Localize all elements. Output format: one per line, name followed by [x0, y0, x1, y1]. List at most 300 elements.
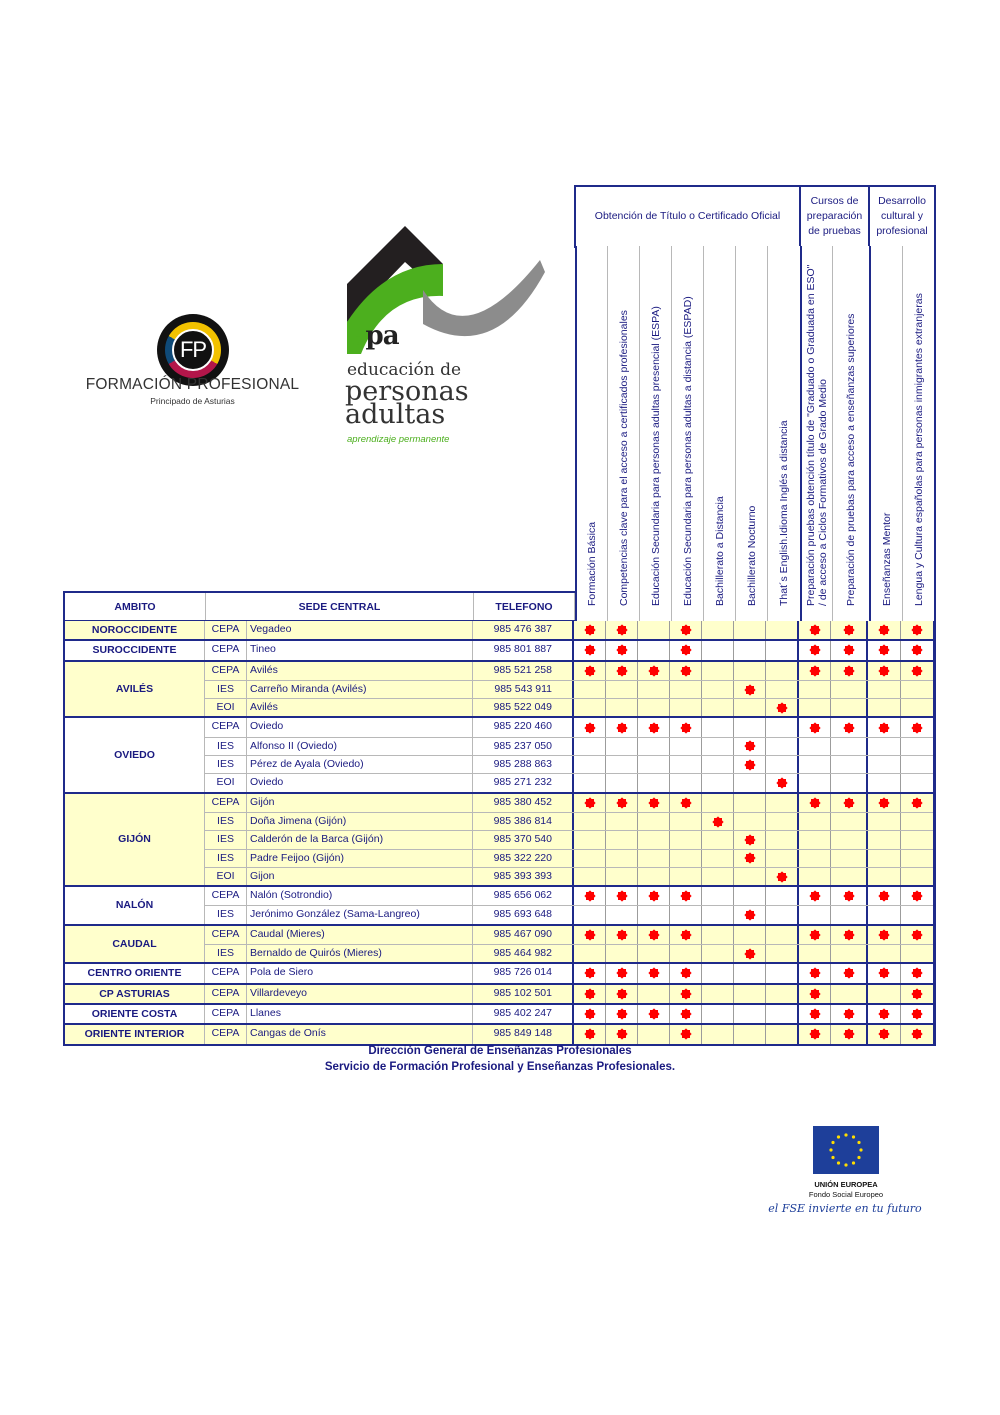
ambito-group	[65, 924, 933, 963]
course-cell	[670, 1005, 702, 1023]
center-type: CEPA	[205, 887, 247, 905]
center-phone: 985 801 887	[473, 641, 574, 659]
course-cell	[831, 1025, 868, 1043]
course-cell	[734, 699, 766, 716]
asterisk-mark-icon	[912, 891, 922, 901]
center-type: CEPA	[205, 1025, 247, 1043]
asterisk-mark-icon	[810, 930, 820, 940]
course-cell	[670, 794, 702, 812]
course-cell	[868, 662, 901, 680]
asterisk-mark-icon	[745, 741, 755, 751]
course-cell	[702, 887, 734, 905]
course-cell	[574, 813, 606, 830]
course-cell	[574, 718, 606, 736]
course-cell	[606, 850, 638, 867]
course-cell	[574, 1025, 606, 1043]
course-cell	[734, 681, 766, 698]
course-cell	[638, 831, 670, 848]
course-cell	[799, 945, 831, 962]
course-cell	[638, 964, 670, 982]
asterisk-mark-icon	[879, 891, 889, 901]
course-cell	[766, 1005, 799, 1023]
course-cell	[766, 756, 799, 773]
course-cell	[734, 641, 766, 659]
course-cell	[606, 738, 638, 755]
center-phone: 985 464 982	[473, 945, 574, 962]
course-cell	[766, 850, 799, 867]
ambito-label: GIJÓN	[65, 794, 205, 885]
course-cell	[606, 774, 638, 791]
course-cell	[670, 641, 702, 659]
ambito-label: SUROCCIDENTE	[65, 641, 205, 659]
course-cell	[901, 681, 933, 698]
course-cell	[574, 774, 606, 791]
center-type: CEPA	[205, 1005, 247, 1023]
course-cell	[901, 850, 933, 867]
asterisk-mark-icon	[681, 891, 691, 901]
course-cell	[702, 926, 734, 944]
asterisk-mark-icon	[844, 930, 854, 940]
course-column-header	[902, 246, 934, 622]
course-cell	[766, 985, 799, 1003]
ambito-group	[65, 621, 933, 639]
course-cell	[799, 621, 831, 639]
asterisk-mark-icon	[617, 723, 627, 733]
course-cell	[670, 906, 702, 923]
course-cell	[799, 738, 831, 755]
asterisk-mark-icon	[810, 666, 820, 676]
course-cell	[868, 681, 901, 698]
center-type: IES	[205, 813, 247, 830]
course-cell	[702, 813, 734, 830]
eu-logo	[770, 1125, 930, 1225]
course-cell	[606, 718, 638, 736]
course-cell	[734, 756, 766, 773]
table-row	[205, 849, 933, 867]
asterisk-mark-icon	[810, 989, 820, 999]
course-cell	[868, 794, 901, 812]
course-cell	[606, 794, 638, 812]
table-row	[205, 737, 933, 755]
course-column-header	[671, 246, 703, 622]
center-name: Tineo	[247, 641, 473, 659]
center-type: CEPA	[205, 718, 247, 736]
center-name: Vegadeo	[247, 621, 473, 639]
center-phone: 985 656 062	[473, 887, 574, 905]
course-cell	[868, 641, 901, 659]
center-name: Padre Feijoo (Gijón)	[247, 850, 473, 867]
ambito-group	[65, 1023, 933, 1043]
course-cell	[868, 926, 901, 944]
asterisk-mark-icon	[681, 798, 691, 808]
course-cell	[831, 794, 868, 812]
center-type: EOI	[205, 774, 247, 791]
asterisk-mark-icon	[617, 989, 627, 999]
asterisk-mark-icon	[844, 968, 854, 978]
center-name: Alfonso II (Oviedo)	[247, 738, 473, 755]
course-cell	[868, 850, 901, 867]
course-cell	[734, 1005, 766, 1023]
ambito-label: CENTRO ORIENTE	[65, 964, 205, 982]
course-cell	[638, 1025, 670, 1043]
course-cell	[831, 756, 868, 773]
table-row	[205, 926, 933, 944]
course-cell	[868, 813, 901, 830]
table-row	[205, 794, 933, 812]
course-cell	[574, 887, 606, 905]
header-sede-central: SEDE CENTRAL	[206, 593, 474, 620]
asterisk-mark-icon	[649, 930, 659, 940]
ambito-group	[65, 962, 933, 982]
course-cell	[901, 699, 933, 716]
course-column-header	[767, 246, 800, 622]
table-row	[205, 944, 933, 962]
center-phone: 985 726 014	[473, 964, 574, 982]
center-type: CEPA	[205, 621, 247, 639]
asterisk-mark-icon	[585, 1029, 595, 1039]
course-cell	[799, 718, 831, 736]
asterisk-mark-icon	[844, 1029, 854, 1039]
center-name: Llanes	[247, 1005, 473, 1023]
table-row	[205, 985, 933, 1003]
course-cell	[574, 850, 606, 867]
course-cell	[799, 906, 831, 923]
course-cell	[638, 887, 670, 905]
asterisk-mark-icon	[912, 798, 922, 808]
asterisk-mark-icon	[585, 930, 595, 940]
asterisk-mark-icon	[617, 1029, 627, 1039]
asterisk-mark-icon	[681, 625, 691, 635]
course-cell	[734, 868, 766, 885]
epa-acronym: epa	[350, 321, 399, 351]
course-cell	[831, 906, 868, 923]
asterisk-mark-icon	[777, 872, 787, 882]
course-cell	[606, 662, 638, 680]
asterisk-mark-icon	[879, 625, 889, 635]
center-name: Cangas de Onís	[247, 1025, 473, 1043]
asterisk-mark-icon	[649, 666, 659, 676]
asterisk-mark-icon	[585, 666, 595, 676]
table-row	[205, 680, 933, 698]
course-cell	[574, 662, 606, 680]
center-type: IES	[205, 738, 247, 755]
course-cell	[868, 868, 901, 885]
course-cell	[901, 945, 933, 962]
centers-table	[63, 621, 936, 1046]
course-cell	[702, 641, 734, 659]
course-cell	[670, 662, 702, 680]
center-name: Calderón de la Barca (Gijón)	[247, 831, 473, 848]
asterisk-mark-icon	[617, 891, 627, 901]
course-cell	[766, 738, 799, 755]
course-cell	[766, 621, 799, 639]
asterisk-mark-icon	[810, 645, 820, 655]
table-row	[205, 641, 933, 659]
course-cell	[799, 964, 831, 982]
course-cell	[702, 964, 734, 982]
asterisk-mark-icon	[585, 989, 595, 999]
ambito-label: NOROCCIDENTE	[65, 621, 205, 639]
header-group-titulo: Obtención de Título o Certificado Oficial	[574, 185, 801, 248]
course-cell	[799, 794, 831, 812]
asterisk-mark-icon	[713, 817, 723, 827]
asterisk-mark-icon	[844, 625, 854, 635]
course-cell	[574, 756, 606, 773]
course-cell	[868, 699, 901, 716]
asterisk-mark-icon	[879, 723, 889, 733]
course-cell	[638, 850, 670, 867]
course-cell	[868, 906, 901, 923]
course-cell	[831, 621, 868, 639]
course-cell	[638, 662, 670, 680]
course-cell	[606, 964, 638, 982]
course-cell	[901, 662, 933, 680]
course-cell	[638, 641, 670, 659]
course-cell	[901, 756, 933, 773]
center-name: Gijón	[247, 794, 473, 812]
center-phone: 985 476 387	[473, 621, 574, 639]
course-cell	[638, 813, 670, 830]
footer-line2: Servicio de Formación Profesional y Enseñanzas Profesionales.	[324, 1061, 676, 1073]
asterisk-mark-icon	[681, 645, 691, 655]
course-cell	[734, 887, 766, 905]
course-cell	[831, 813, 868, 830]
course-cell	[831, 964, 868, 982]
ambito-label: CAUDAL	[65, 926, 205, 963]
course-cell	[734, 738, 766, 755]
fp-subtitle: Principado de Asturias	[150, 396, 235, 406]
course-cell	[574, 1005, 606, 1023]
course-cell	[799, 756, 831, 773]
course-cell	[766, 964, 799, 982]
course-cell	[606, 813, 638, 830]
epa-line1: educación de	[347, 360, 462, 380]
course-cell	[831, 738, 868, 755]
course-cell	[799, 699, 831, 716]
course-cell	[574, 831, 606, 848]
ambito-group	[65, 792, 933, 885]
header-group-cursos: Cursos de preparación de pruebas	[799, 185, 870, 248]
course-cell	[734, 985, 766, 1003]
course-cell	[574, 699, 606, 716]
course-cell	[638, 926, 670, 944]
course-cell	[702, 756, 734, 773]
course-cell	[702, 662, 734, 680]
course-column-label: Bachillerato Nocturno	[745, 505, 758, 606]
course-cell	[606, 906, 638, 923]
course-cell	[702, 850, 734, 867]
asterisk-mark-icon	[879, 1029, 889, 1039]
course-cell	[638, 774, 670, 791]
course-cell	[734, 906, 766, 923]
course-cell	[606, 945, 638, 962]
course-cell	[831, 681, 868, 698]
asterisk-mark-icon	[585, 645, 595, 655]
course-cell	[638, 985, 670, 1003]
asterisk-mark-icon	[585, 1009, 595, 1019]
center-phone: 985 522 049	[473, 699, 574, 716]
center-type: CEPA	[205, 985, 247, 1003]
course-cell	[734, 662, 766, 680]
center-phone: 985 271 232	[473, 774, 574, 791]
course-cell	[799, 813, 831, 830]
course-cell	[702, 621, 734, 639]
course-cell	[670, 868, 702, 885]
asterisk-mark-icon	[810, 1009, 820, 1019]
asterisk-mark-icon	[745, 760, 755, 770]
center-name: Oviedo	[247, 718, 473, 736]
center-type: IES	[205, 906, 247, 923]
header-group-desarrollo: Desarrollo cultural y profesional	[868, 185, 936, 248]
course-cell	[766, 906, 799, 923]
center-type: EOI	[205, 699, 247, 716]
center-phone: 985 102 501	[473, 985, 574, 1003]
course-cell	[734, 926, 766, 944]
asterisk-mark-icon	[585, 968, 595, 978]
ambito-group	[65, 1003, 933, 1023]
course-cell	[574, 926, 606, 944]
course-cell	[799, 868, 831, 885]
asterisk-mark-icon	[810, 968, 820, 978]
course-column-label: Enseñanzas Mentor	[880, 512, 893, 606]
course-cell	[868, 831, 901, 848]
ambito-group	[65, 660, 933, 717]
course-cell	[868, 756, 901, 773]
table-row	[205, 1005, 933, 1023]
course-cell	[734, 964, 766, 982]
course-cell	[901, 926, 933, 944]
course-column-header	[800, 246, 832, 622]
course-cell	[901, 738, 933, 755]
course-cell	[638, 738, 670, 755]
course-cell	[868, 1005, 901, 1023]
asterisk-mark-icon	[810, 1029, 820, 1039]
course-cell	[606, 1005, 638, 1023]
center-name: Doña Jimena (Gijón)	[247, 813, 473, 830]
asterisk-mark-icon	[844, 1009, 854, 1019]
table-row	[205, 830, 933, 848]
table-row	[205, 887, 933, 905]
course-cell	[831, 831, 868, 848]
course-cell	[901, 774, 933, 791]
ambito-label: ORIENTE COSTA	[65, 1005, 205, 1023]
course-cell	[734, 813, 766, 830]
asterisk-mark-icon	[912, 968, 922, 978]
course-cell	[868, 964, 901, 982]
asterisk-mark-icon	[844, 798, 854, 808]
center-name: Villardeveyo	[247, 985, 473, 1003]
center-phone: 985 322 220	[473, 850, 574, 867]
center-type: CEPA	[205, 926, 247, 944]
course-cell	[831, 985, 868, 1003]
course-cell	[670, 774, 702, 791]
course-cell	[702, 945, 734, 962]
table-row	[205, 964, 933, 982]
asterisk-mark-icon	[617, 968, 627, 978]
course-cell	[799, 850, 831, 867]
asterisk-mark-icon	[681, 968, 691, 978]
ambito-label: AVILÉS	[65, 662, 205, 717]
eu-slogan: el FSE invierte en tu futuro	[768, 1202, 922, 1215]
course-column-header	[735, 246, 767, 622]
course-cell	[574, 964, 606, 982]
course-cell	[574, 794, 606, 812]
center-phone: 985 393 393	[473, 868, 574, 885]
asterisk-mark-icon	[681, 666, 691, 676]
course-cell	[702, 868, 734, 885]
asterisk-mark-icon	[617, 930, 627, 940]
asterisk-mark-icon	[745, 910, 755, 920]
center-phone: 985 220 460	[473, 718, 574, 736]
asterisk-mark-icon	[681, 989, 691, 999]
course-cell	[831, 641, 868, 659]
course-column-header	[869, 246, 902, 622]
course-column-label: Preparación de pruebas para acceso a enseñanzas superiores	[845, 313, 857, 606]
course-cell	[670, 985, 702, 1003]
course-cell	[901, 868, 933, 885]
course-cell	[831, 774, 868, 791]
center-type: CEPA	[205, 662, 247, 680]
table-row	[205, 867, 933, 885]
asterisk-mark-icon	[745, 835, 755, 845]
center-phone: 985 849 148	[473, 1025, 574, 1043]
asterisk-mark-icon	[912, 723, 922, 733]
center-name: Gijon	[247, 868, 473, 885]
course-cell	[670, 681, 702, 698]
ambito-group	[65, 983, 933, 1003]
asterisk-mark-icon	[585, 625, 595, 635]
course-cell	[868, 774, 901, 791]
course-cell	[901, 794, 933, 812]
course-cell	[734, 774, 766, 791]
course-cell	[606, 621, 638, 639]
table-row	[205, 905, 933, 923]
asterisk-mark-icon	[879, 930, 889, 940]
course-cell	[831, 868, 868, 885]
asterisk-mark-icon	[745, 853, 755, 863]
course-column-label: Educación Secundaria para personas adultas a distancia (ESPAD)	[681, 296, 694, 606]
center-type: CEPA	[205, 794, 247, 812]
table-row	[205, 1025, 933, 1043]
course-column-label: Bachillerato a Distancia	[713, 496, 726, 606]
asterisk-mark-icon	[879, 798, 889, 808]
table-row	[205, 698, 933, 716]
course-cell	[734, 945, 766, 962]
table-row	[205, 662, 933, 680]
header-telefono: TELEFONO	[474, 593, 575, 620]
course-cell	[670, 964, 702, 982]
asterisk-mark-icon	[912, 989, 922, 999]
asterisk-mark-icon	[879, 968, 889, 978]
course-cell	[901, 621, 933, 639]
center-phone: 985 693 648	[473, 906, 574, 923]
course-cell	[766, 641, 799, 659]
center-name: Jerónimo González (Sama-Langreo)	[247, 906, 473, 923]
course-cell	[766, 699, 799, 716]
course-cell	[901, 887, 933, 905]
course-cell	[766, 945, 799, 962]
ambito-group	[65, 716, 933, 791]
table-row	[205, 718, 933, 736]
course-cell	[574, 738, 606, 755]
course-cell	[766, 718, 799, 736]
course-cell	[799, 1025, 831, 1043]
course-cell	[734, 718, 766, 736]
center-phone: 985 467 090	[473, 926, 574, 944]
course-column-label: Formación Básica	[586, 521, 598, 606]
asterisk-mark-icon	[844, 723, 854, 733]
fp-logo	[80, 312, 305, 412]
